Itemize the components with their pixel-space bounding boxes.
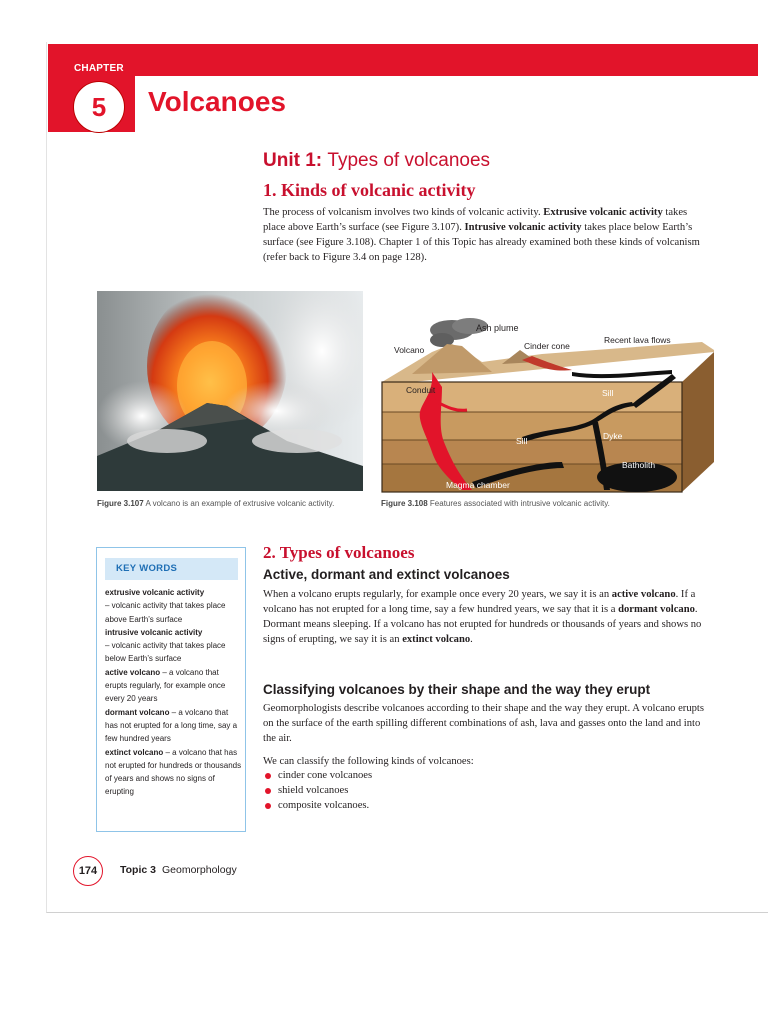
subheading-active-dormant-extinct: Active, dormant and extinct volcanoes [263,567,510,582]
keyword-term: extinct volcano [105,747,164,757]
keyword-term: dormant volcano [105,707,170,717]
section-2-paragraph-2: Geomorphologists describe volcanoes according to their shape and the way they erupt. A volcano erupts on the surface of the earth spilling different combinations of ash, lava and gasses onto the land and into the air. [263,703,704,744]
volcano-photo [97,291,363,491]
bold-term: dormant volcano [618,604,695,615]
keyword-definition: – volcanic activity that takes place below Earth’s surface [105,641,226,664]
keyword-item [105,706,243,746]
label-volcano: Volcano [394,345,425,355]
label-batholith: Batholith [622,460,656,470]
figure-label: Figure 3.107 [97,499,144,508]
text-run: . [470,634,473,645]
keyword-definition: – a volcano that has not erupted for a long time, say a few hundred years [105,707,238,744]
chapter-number: 5 [91,91,107,122]
keyword-item [105,746,243,799]
text-run: . If a volcano has not erupted for a long time, say a few hundred years, we say that it is a [263,589,696,615]
section-2-paragraph-3: We can classify the following kinds of volcanoes: [263,756,474,767]
text-run: When a volcano erupts regularly, for example once every 20 years, we say it is an [263,589,612,600]
keyword-item [105,586,243,626]
chapter-number-badge [74,82,124,132]
label-recent-lava: Recent lava flows [604,335,671,345]
key-words-box [96,547,246,832]
keyword-term: active volcano [105,667,161,677]
label-sill-lower: Sill [516,436,528,446]
bold-term: active volcano [611,589,676,600]
footer-topic-label: Topic 3 [120,864,156,876]
volcano-types-list [263,768,372,813]
key-words-header [105,558,238,580]
footer-topic [120,864,237,876]
footer-subject: Geomorphology [161,864,237,876]
chapter-title: Volcanoes [148,86,286,117]
label-ash-plume: Ash plume [476,323,519,333]
unit-prefix: Unit 1: [263,150,323,171]
label-dyke: Dyke [603,431,623,441]
section-2-title: 2. Types of volcanoes [263,543,415,562]
figure-108-caption [381,498,701,509]
keyword-definition: – a volcano that erupts regularly, for example once every 20 years [105,667,226,704]
section-2-paragraph-1 [263,587,708,647]
list-item-text: shield volcanoes [278,785,349,796]
text-run: takes place below Earth’s surface (see Figure 3.108). Chapter 1 of this Topic has already examined both these kinds of volcanism (refer back to Figure 3.4 on page 128). [263,222,700,263]
bullet-dot-icon [265,803,271,809]
text-run: . Dormant means sleeping. If a volcano has not erupted for hundreds or thousands of years and shows no signs of erupting, we say it is an [263,604,702,645]
intrusive-features-diagram [372,312,718,494]
bold-term: Intrusive volcanic activity [464,222,582,233]
list-item-text: composite volcanoes. [278,800,370,811]
text-run: The process of volcanism involves two kinds of volcanic activity. [263,207,544,218]
label-sill-upper: Sill [602,388,614,398]
chapter-bar [48,44,758,76]
caption-text: A volcano is an example of extrusive volcanic activity. [143,499,335,508]
keyword-term: intrusive volcanic activity [105,627,203,637]
bold-term: Extrusive volcanic activity [543,207,663,218]
page-number: 174 [78,865,98,877]
bold-term: extinct volcano [402,634,471,645]
key-words-list [105,586,243,799]
section-1-paragraph [263,205,708,265]
keyword-definition: – volcanic activity that takes place above Earth’s surface [105,601,226,624]
chapter-label: CHAPTER [74,63,124,74]
unit-title [263,150,490,172]
list-item [263,783,372,798]
keyword-term: extrusive volcanic activity [105,588,205,597]
label-conduit: Conduit [406,385,436,395]
keyword-item [105,666,243,706]
figure-label: Figure 3.108 [381,499,428,508]
label-cinder-cone: Cinder cone [524,341,570,351]
key-words-heading: KEY WORDS [116,563,178,574]
bullet-dot-icon [265,788,271,794]
section-1-title: 1. Kinds of volcanic activity [263,180,476,200]
keyword-item [105,626,243,666]
bullet-dot-icon [265,773,271,779]
list-item [263,768,372,783]
figure-107-caption [97,498,337,509]
keyword-definition: – a volcano that has not erupted for hundreds or thousands of years and shows no signs of erupting [105,747,242,797]
text-run: takes place above Earth’s surface (see Figure 3.107). [263,207,688,233]
page-number-badge [73,856,103,886]
list-item-text: cinder cone volcanoes [278,770,373,781]
label-magma-chamber: Magma chamber [446,480,510,490]
subheading-classifying: Classifying volcanoes by their shape and the way they erupt [263,682,651,697]
volcano-photo-illustration [97,291,363,491]
unit-name: Types of volcanoes [327,150,491,171]
list-item [263,798,372,813]
caption-text: Features associated with intrusive volcanic activity. [427,499,610,508]
